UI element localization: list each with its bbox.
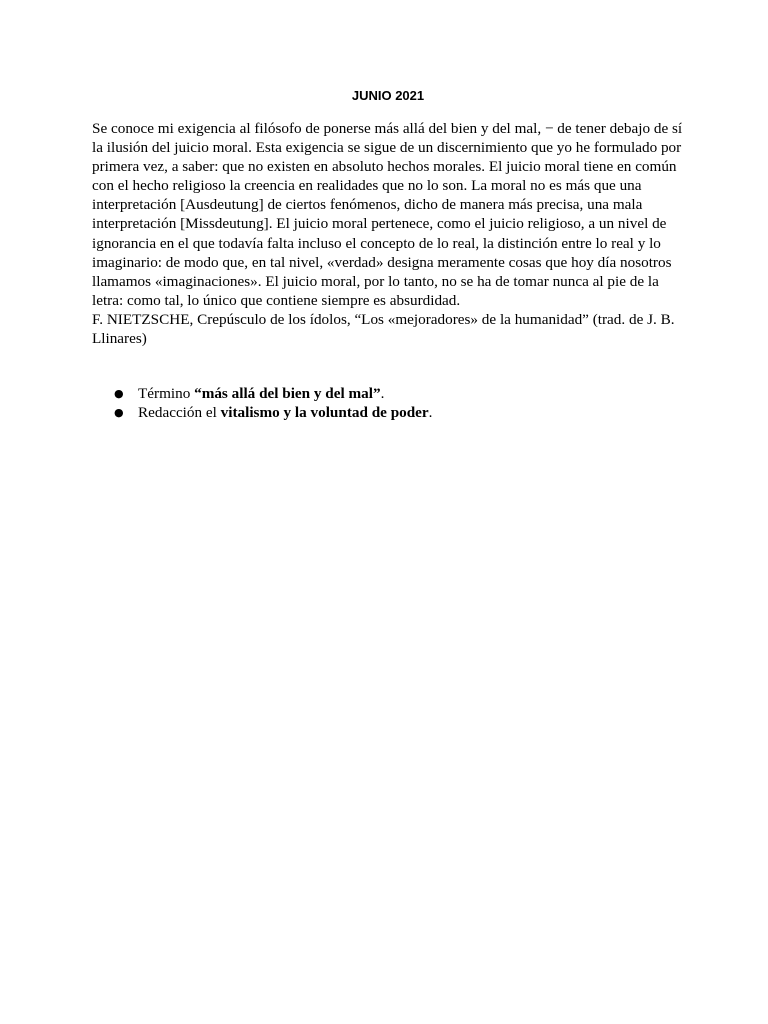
- bullet-icon: ●: [114, 387, 124, 400]
- quote-citation: F. NIETZSCHE, Crepúsculo de los ídolos, “Los «mejoradores» de la humanidad” (trad. de J. B. Llinares): [92, 310, 675, 348]
- task-emphasis: “más allá del bien y del mal”: [194, 385, 381, 402]
- document-title: JUNIO 2021: [351, 88, 425, 103]
- task-suffix: .: [380, 385, 385, 402]
- task-item-term: [92, 384, 684, 403]
- bullet-icon: ●: [114, 406, 124, 420]
- task-item-essay: [92, 403, 684, 422]
- task-emphasis: vitalismo y la voluntad de poder: [220, 404, 429, 422]
- task-list: [92, 384, 684, 422]
- task-suffix: .: [428, 404, 433, 422]
- task-prefix: Término: [138, 385, 195, 402]
- quote-paragraph: Se conoce mi exigencia al filósofo de ponerse más allá del bien y del mal, − de tener debajo de sí la ilusión del juicio moral. Esta exigencia se sigue de un discernimiento que yo he formulado por primera vez, a saber: que no existen en absoluto hechos morales. El juicio moral tiene en común con el hecho religioso la creencia en realidades que no lo son. La moral no es más que una interpretación [Ausdeutung] de ciertos fenómenos, dicho de manera más precisa, una mala interpretación [Missdeutung]. El juicio moral pertenece, como el juicio religioso, a un nivel de ignorancia en el que todavía falta incluso el concepto de lo real, la distinción entre lo real y lo imaginario: de modo que, en tal nivel, «verdad» designa meramente cosas que hoy día nosotros llamamos «imaginaciones». El juicio moral, por lo tanto, no se ha de tomar nunca al pie de la letra: como tal, lo único que contiene siempre es absurdidad.: [92, 120, 683, 309]
- text-body: [92, 119, 684, 348]
- task-prefix: Redacción el: [138, 404, 221, 422]
